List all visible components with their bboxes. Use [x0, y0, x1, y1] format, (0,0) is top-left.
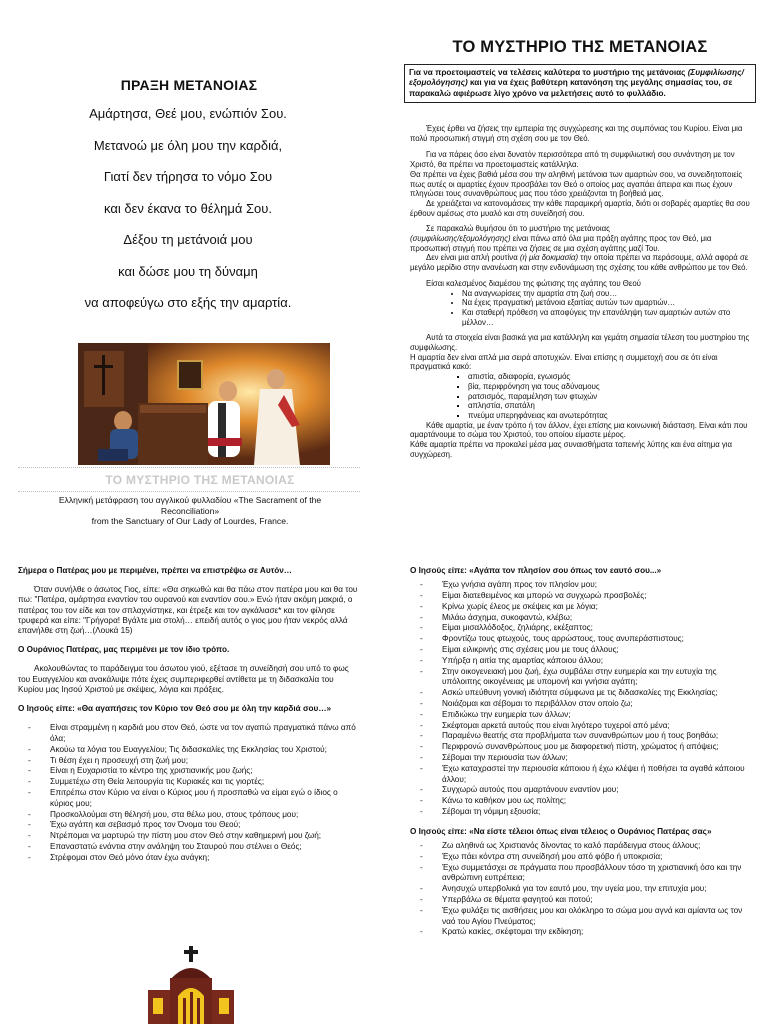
prayer-line: να αποφεύγω στο εξής την αμαρτία. [84, 295, 292, 310]
paragraph: Για να πάρεις όσο είναι δυνατόν περισσότερα από τη συμφιλιωτική σου συνάντηση με τον Χριστό, θα πρέπει να προετοιμαστείς κατάλληλα. [410, 150, 735, 170]
prayer-line: Γιατί δεν τήρησα το νόμο Σου [103, 169, 273, 184]
list-item: ▪ βία, περιφρόνηση για τους αδύναμους [468, 382, 750, 392]
list-item: - Παραμένω θεατής στα προβλήματα των συνανθρώπων μου ή τους βοηθάω; [420, 731, 719, 741]
divider [18, 491, 360, 492]
list-item: - Είναι στραμμένη η καρδιά μου στον Θεό, ώστε να τον αγαπώ πραγματικά πάνω από όλα; [28, 723, 356, 744]
list-item: - Υπήρξα η αιτία της αμαρτίας κάποιου άλλου; [420, 655, 603, 665]
list-item: ▪ απιστία, αδιαφορία, εγωισμός [468, 372, 750, 382]
prayer-line: Αμάρτησα, Θεέ μου, ενώπιόν Σου. [89, 106, 287, 121]
prayer-line: και δώσε μου τη δύναμη [118, 263, 258, 279]
section-heading: Ο Ιησούς είπε: «Θα αγαπήσεις τον Κύριο τον Θεό σου με όλη την καρδιά σου…» [18, 704, 332, 714]
paragraph: Είσαι καλεσμένος διαμέσου της φώτισης της αγάπης του Θεού [426, 278, 641, 288]
list-item: - Σέβομαι τη νόμιμη εξουσία; [420, 806, 541, 816]
list-item: • Να έχεις πραγματική μετάνοια εξαιτίας αυτών των αμαρτιών… [462, 298, 750, 308]
paragraph: Κάθε αμαρτία, με έναν τρόπο ή τον άλλον, έχει επίσης μια κοινωνική διάσταση. Είναι κάτι που αμαρτάνουμε το σώμα του Χριστού, του οποίου είμαστε μέρος. [410, 420, 748, 440]
list-item: - Προσκολλούμαι στη θέλησή μου, στα θέλω μου, στους τρόπους μου; [28, 809, 299, 819]
paragraph: Έχεις έρθει να ζήσεις την εμπειρία της συγχώρεσης και της συμπόνιας του Κυρίου. Είναι μια πολύ προσωπική στιγμή στη σχέση σου με τον Θεό. [410, 124, 743, 143]
list-item: - Ακούω τα λόγια του Ευαγγελίου; Τις διδασκαλίες της Εκκλησίας του Χριστού; [28, 744, 327, 754]
bullet-list [410, 372, 750, 421]
paragraph: Αυτά τα στοιχεία είναι βασικά για μια κατάλληλη και γεμάτη σημασία τέλεση του μυστηρίου της συμφιλίωσης. [410, 333, 750, 353]
paragraph: Θα πρέπει να έχεις βαθιά μέσα σου την αληθινή μετάνοια των αμαρτιών σου, να συνειδητοποιείς πως αυτές οι αμαρτίες έχουν προσβάλει τον Θεό ο οποίος μας αγαπάει άπειρα και πως έχουν πληγώσει τους συνανθρώπους μας που τόσο χρειάζονται τη βοήθειά μας. [410, 169, 743, 199]
intro-text: Για να προετοιμαστείς να τελέσεις καλύτερα το μυστήριο της μετάνοιας [409, 68, 686, 77]
list-item: • Να αναγνωρίσεις την αμαρτία στη ζωή σου… [462, 289, 750, 299]
intro-text-italic: (Συμφιλίωσης/εξομολόγησης) [409, 68, 744, 88]
paragraph [410, 224, 750, 253]
text: Σε παρακαλώ θυμήσου ότι το μυστήριο της μετάνοιας [426, 224, 610, 234]
intro-box [404, 64, 756, 103]
list-item: - Στρέφομαι στον Θεό μόνο όταν έχω ανάγκη; [28, 852, 210, 862]
prayer-line: και δεν έκανα το θέλημά Σου. [104, 200, 272, 216]
list-item: ▪ πνεύμα υπερηφάνειας και ανωτερότητας [468, 411, 750, 421]
translation-line: from the Sanctuary of Our Lady of Lourdes, France. [91, 516, 289, 526]
translation-line: Reconciliation» [160, 505, 220, 516]
list-item: - Νοιάζομαι και σέβομαι το περιβάλλον στον οποίο ζω; [420, 698, 633, 708]
paragraph: Η αμαρτία δεν είναι απλά μια σειρά αποτυχιών. Είναι επίσης η συμμετοχή σου σε ότι είναι πραγματικά κακό: [410, 352, 718, 372]
left-bottom-section [18, 566, 360, 864]
list-item: - Έχω φυλάξει τις αισθήσεις μου και ολόκληρο το σώμα μου αγνά και αμίαντα ως τον ναό του Αγίου Πνεύματος; [420, 905, 743, 926]
list-item: - Επιδιώκω την ευημερία των άλλων; [420, 709, 571, 719]
paragraph: Όταν συνήλθε ο άσωτος Γιος, είπε: «Θα σηκωθώ και θα πάω στον πατέρα μου και θα του πω: "Πατέρα, αμάρτησα εναντίον του ουρανού και εναντίον σου.» Ενώ ήταν ακόμη μακριά, ο πατέρας του τον είδε και τον σπλαχνίστηκε, και έτρεξε και τον αγκάλιασε* και τον φίλησε τρυφερά και είπε: "Γρήγορα! Βγάλτε μια στολή… επειδή αυτός ο γιος μου ήταν νεκρός αλλά επανήλθε στη ζωή…(Λουκά 15) [18, 585, 358, 636]
section-heading: Ο Ιησούς είπε: «Αγάπα τον πλησίον σου όπως τον εαυτό σου...» [410, 566, 662, 575]
list-item: - Κρατώ κακίες, σκέφτομαι την εκδίκηση; [420, 927, 584, 937]
confession-illustration [78, 343, 330, 465]
prayer-line: Μετανοώ με όλη μου την καρδιά, [93, 137, 283, 153]
text: Δεν είναι μια απλή ρουτίνα [426, 253, 520, 263]
list-item: - Σέβομαι την περιουσία των άλλων; [420, 752, 568, 762]
translation-note [30, 495, 350, 527]
list-item: - Ασκώ υπεύθυνη γονική ιδιότητα σύμφωνα με τις διδασκαλίες της Εκκλησίας; [420, 688, 718, 698]
list-item: - Ντρέπομαι να μαρτυρώ την πίστη μου στον Θεό στην καθημερινή μου ζωή; [28, 831, 322, 841]
text: την οποία πρέπει να περάσουμε, αλλά αφορά σε μεγάλο μερίδιο στην ανανέωση και στην ενδυνάμωση της σχέσης του κάθε ανθρώπου με τον Θεό. [410, 253, 749, 273]
list-item: - Κάνω το καθήκον μου ως πολίτης; [420, 796, 567, 806]
text-italic: (ή μία δοκιμασία) [519, 253, 579, 263]
text: είναι πάνω από όλα μια πράξη αγάπης προς τον Θεό, μια προσωπική στιγμή που πρέπει να ζήσεις σε μια σχέση αγάπης μαζί Του. [410, 234, 712, 253]
section-heading: Σήμερα ο Πατέρας μου με περιμένει, πρέπει να επιστρέψω σε Αυτόν… [18, 566, 292, 575]
list-item: - Φροντίζω τους φτωχούς, τους αρρώστους, τους ανυπεράσπιστους; [420, 634, 684, 644]
section-heading: Ο Ιησούς είπε: «Να είστε τέλειοι όπως είναι τέλειος ο Ουράνιος Πατέρας σας» [410, 826, 712, 836]
list-item: - Υπερβάλω σε θέματα φαγητού και ποτού; [420, 894, 593, 904]
translation-line: Ελληνική μετάφραση του αγγλικού φυλλαδίου «The Sacrament of the [58, 495, 322, 505]
list-item: - Συγχωρώ αυτούς που αμαρτάνουν εναντίον μου; [420, 785, 619, 795]
list-item: ▪ απληστία, σπατάλη [468, 401, 750, 411]
right-bottom-section [410, 566, 752, 938]
list-item: - Συμμετέχω στη Θεία λειτουργία τις Κυριακές και τις γιορτές; [28, 777, 265, 787]
intro-text: και για να έχεις βαθύτερη κατανόηση της μεγάλης σημασίας του, σε παρακαλώ αφιέρωσε λίγο χρόνο να μελετήσεις αυτό το φυλλάδιο. [409, 78, 733, 98]
question-list [18, 723, 360, 863]
list-item: - Έχω πάει κόντρα στη συνείδησή μου από φόβο ή υποκρισία; [420, 851, 663, 861]
list-item: - Είμαι μισαλλόδοξος, ζηλιάρης, εκέξαπτος; [420, 623, 593, 633]
list-item: - Είμαι ειλικρινής στις σχέσεις μου με τους άλλους; [420, 644, 619, 654]
list-item: - Ζω αληθινά ως Χριστιανός δίνοντας το καλό παράδειγμα στους άλλους; [420, 840, 701, 850]
list-item: - Έχω συμμετάσχει σε πράγματα που προσβάλλουν τόσο τη χριστιανική όσο και την ανθρώπινη ευπρέπεια; [420, 862, 742, 883]
paragraph: Δε χρειάζεται να κατονομάσεις την κάθε παραμικρή αμαρτία, διότι οι σοβαρές αμαρτίες θα σου έρθουν αμέσως στο μυαλό και στη συνείδησή σου. [410, 198, 750, 218]
list-item: - Σκέφτομαι αρκετά αυτούς που είναι λιγότερο τυχεροί από μένα; [420, 720, 670, 730]
list-item: - Περιφρονώ συνανθρώπους μου με διαφορετική πίστη, χρώματος ή απόψεις; [420, 742, 719, 752]
list-item: - Είμαι διατεθειμένος και μπορώ να συγχωρώ προσβολές; [420, 591, 647, 600]
list-item: - Στην οικογενειακή μου ζωή, έχω συμβάλει στην ευημερία και την ευτυχία της υπόλοιπης οικογένειας με υπομονή και γνήσια αγάπη; [420, 666, 717, 687]
right-body [410, 124, 750, 460]
list-item: - Επιτρέπω στον Κύριο να είναι ο Κύριος μου ή προσπαθώ να είμαι εγώ ο ίδιος ο κύριος μου; [28, 788, 338, 808]
list-item: • Και σταθερή πρόθεση να αποφύγεις την επανάληψη των αμαρτιών αυτών στο μέλλον… [462, 308, 750, 327]
prayer-line: Δέξου τη μετάνοιά μου [123, 232, 253, 247]
list-item: - Κρίνω χωρίς έλεος με σκέψεις και με λόγια; [420, 601, 598, 611]
divider [18, 467, 360, 468]
question-list [410, 841, 752, 938]
list-item: - Έχω αγάπη και σεβασμό προς τον Όνομα του Θεού; [28, 820, 241, 830]
question-list [410, 580, 752, 818]
watermark-title: ΤΟ ΜΥΣΤΗΡΙΟ ΤΗΣ ΜΕΤΑΝΟΙΑΣ [105, 473, 295, 487]
church-icon [140, 946, 244, 1024]
list-item: - Έχω καταχραστεί την περιουσία κάποιου ή έχω κλέψει ή ποθήσει τα αγαθά κάποιου άλλου; [420, 763, 745, 784]
paragraph: Κάθε αμαρτία πρέπει να προκαλεί μέσα μας συναισθήματα ταπεινής λύπης και ένα αίτημα για συγχώρεση. [410, 440, 733, 459]
list-item: - Μιλάω άσχημα, συκοφαντώ, κλέβω; [420, 612, 573, 622]
list-item: - Τι θέση έχει η προσευχή στη ζωή μου; [28, 755, 188, 765]
list-item: - Ανησυχώ υπερβολικά για τον εαυτό μου, την υγεία μου, την επιτυχία μου; [420, 884, 707, 894]
list-item: - Έχω γνήσια αγάπη προς τον πλησίον μου; [420, 580, 598, 590]
list-item: - Είναι η Ευχαριστία το κέντρο της χριστιανικής μου ζωής; [28, 766, 253, 776]
bullet-list [410, 289, 750, 328]
text-italic: (συμφιλίωσης/εξομολόγησης) [410, 234, 511, 244]
prayer-lines [60, 106, 316, 327]
main-title: ΤΟ ΜΥΣΤΗΡΙΟ ΤΗΣ ΜΕΤΑΝΟΙΑΣ [452, 38, 708, 56]
paragraph [410, 253, 750, 272]
list-item: ▪ ρατσισμός, παραμέληση των φτωχών [468, 392, 750, 402]
paragraph: Ακολουθώντας το παράδειγμα του άσωτου γιού, εξέτασε τη συνείδησή σου υπό το φως του Ευαγγελίου και ανακάλυψε πότε έχεις συμπεριφερθεί αντίθετα με τη διδασκαλία του Κυρίου μας Ιησού Χριστού με σκέψεις, λόγια και πράξεις. [18, 664, 349, 694]
list-item: - Επαναστατώ ενάντια στην ανάληψη του Σταυρού που στέλνει ο Θεός; [28, 842, 302, 851]
section-heading: Ο Ουράνιος Πατέρας, μας περιμένει με τον ίδιο τρόπο. [18, 645, 230, 655]
prayer-title: ΠΡΑΞΗ ΜΕΤΑΝΟΙΑΣ [120, 77, 258, 93]
